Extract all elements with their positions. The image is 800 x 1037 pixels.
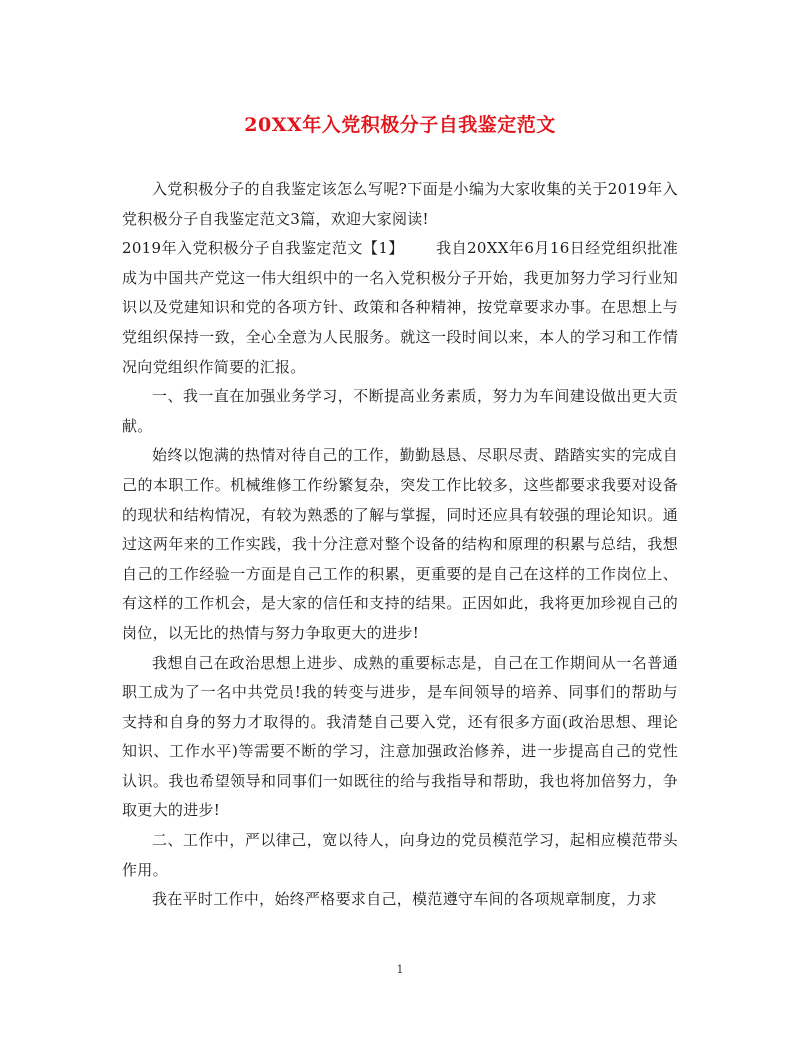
paragraph-work-attitude: 始终以饱满的热情对待自己的工作，勤勤恳恳、尽职尽责、踏踏实实的完成自己的本职工作。机械维修工作纷繁复杂，突发工作比较多，这些都要求我要对设备的现状和结构情况，有较为熟悉的了解与掌握，同时还应具有较强的理论知识。通过这两年来的工作实践，我十分注意对整个设备的结构和原理的积累与总结，我想自己的工作经验一方面是自己工作的积累，更重要的是自己在这样的工作岗位上、有这样的工作机会，是大家的信任和支持的结果。正因如此，我将更加珍视自己的岗位，以无比的热情与努力争取更大的进步!: [122, 446, 678, 642]
section-heading: 2019年入党积极分子自我鉴定范文【1】: [122, 239, 404, 258]
paragraph-section-1: [122, 234, 678, 382]
paragraph-point-1: 一、我一直在加强业务学习，不断提高业务素质，努力为车间建设做出更大贡献。: [122, 387, 678, 435]
paragraph-point-2: 二、工作中，严以律己，宽以待人，向身边的党员模范学习，起相应模范带头作用。: [122, 831, 678, 879]
section-text: 我自20XX年6月16日经党组织批准成为中国共产党这一伟大组织中的一名入党积极分子开始，我更加努力学习行业知识以及党建知识和党的各项方针、政策和各种精神，按党章要求办事。在思想上与党组织保持一致，全心全意为人民服务。就这一段时间以来，本人的学习和工作情况向党组织作简要的汇报。: [122, 239, 679, 376]
document-body: [122, 175, 678, 915]
paragraph-daily-work: 我在平时工作中，始终严格要求自己，模范遵守车间的各项规章制度，力求: [152, 890, 657, 909]
paragraph-political-progress: 我想自己在政治思想上进步、成熟的重要标志是，自己在工作期间从一名普通职工成为了一名中共党员!我的转变与进步，是车间领导的培养、同事们的帮助与支持和自身的努力才取得的。我清楚自己要入党，还有很多方面(政治思想、理论知识、工作水平)等需要不断的学习，注意加强政治修养，进一步提高自己的党性认识。我也希望领导和同事们一如既往的给与我指导和帮助，我也将加倍努力，争取更大的进步!: [122, 653, 678, 820]
page-number: 1: [396, 963, 404, 976]
paragraph-intro: 入党积极分子的自我鉴定该怎么写呢?下面是小编为大家收集的关于2019年入党积极分子自我鉴定范文3篇，欢迎大家阅读!: [122, 180, 678, 228]
document-title: 20XX年入党积极分子自我鉴定范文: [244, 114, 556, 136]
